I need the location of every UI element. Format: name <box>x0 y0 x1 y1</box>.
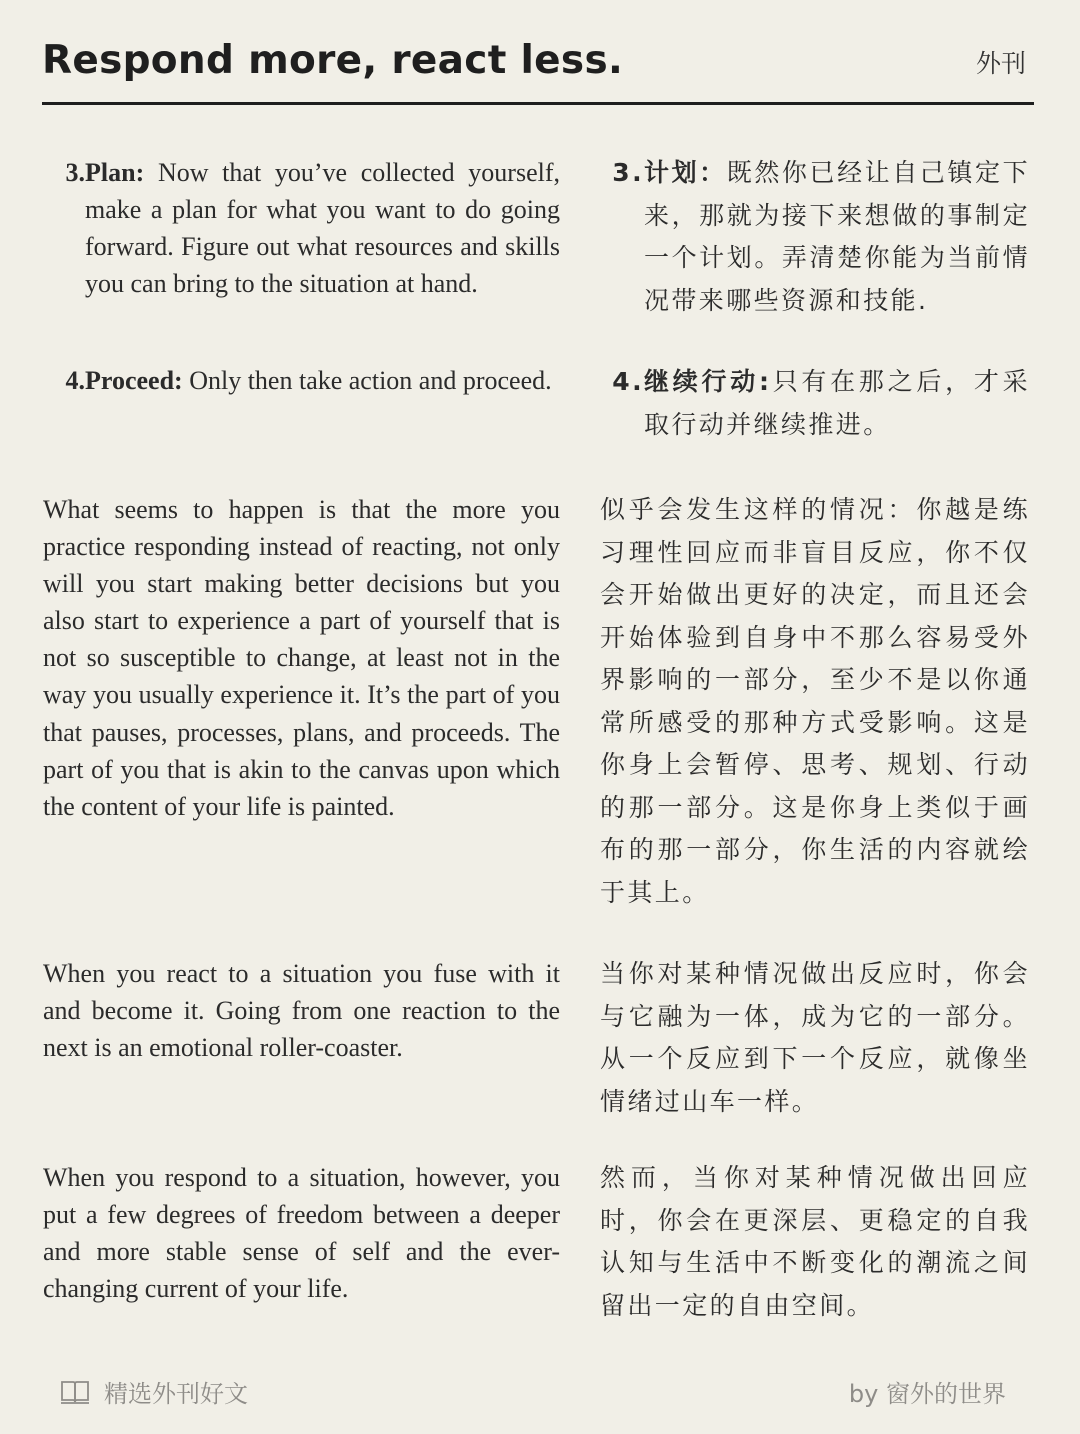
footer-left <box>60 1374 248 1409</box>
cn-item-text: 既然你已经让自己镇定下来，那就为接下来想做的事制定一个计划。弄清楚你能为当前情况带来哪些资源和技能. <box>644 158 1031 315</box>
en-list-item-4 <box>43 362 560 399</box>
page-header <box>42 30 1034 105</box>
en-paragraph-2: When you react to a situation you fuse with it and become it. Going from one reaction to the next is an emotional roller-coaster. <box>43 959 560 1063</box>
source-tag: 外刊 <box>975 49 1026 78</box>
cn-item-number: 3. <box>612 158 644 187</box>
en-item-lead: Proceed: <box>85 366 183 395</box>
footer-author: by 窗外的世界 <box>848 1380 1006 1408</box>
cn-list-item-3 <box>600 152 1030 322</box>
en-item-text: Now that you’ve collected yourself, make a plan for what you want to do going forward. Figure out what resources and skills you can bring to the situation at hand. <box>85 158 560 299</box>
cn-item-number: 4. <box>612 367 644 396</box>
cn-item-lead: 计划： <box>644 158 727 187</box>
open-book-icon <box>60 1379 90 1405</box>
en-paragraph-1: What seems to happen is that the more you practice responding instead of reacting, not only will you start making better decisions but you also start to experience a part of yourself that is not so susceptible to change, at least not in the way you usually experience it. It’s the part of you that pauses, processes, plans, and proceeds. The part of you that is akin to the canvas upon which the content of your life is painted. <box>43 495 560 821</box>
en-item-number: 4. <box>65 366 85 395</box>
en-paragraph-3: When you respond to a situation, however, you put a few degrees of freedom between a deeper and more stable sense of self and the ever-changing current of your life. <box>43 1163 560 1304</box>
cn-paragraph-3: 然而，当你对某种情况做出回应时，你会在更深层、更稳定的自我认知与生活中不断变化的潮流之间留出一定的自由空间。 <box>600 1163 1030 1320</box>
page-title: Respond more, react less. <box>42 38 624 83</box>
en-item-number: 3. <box>65 158 85 187</box>
cn-item-lead: 继续行动: <box>644 367 772 396</box>
en-item-text: Only then take action and proceed. <box>189 366 552 395</box>
en-item-lead: Plan: <box>85 158 145 187</box>
cn-item-text: 只有在那之后，才采取行动并继续推进。 <box>644 367 1030 439</box>
en-list-item-3 <box>43 154 560 302</box>
cn-paragraph-2: 当你对某种情况做出反应时，你会与它融为一体，成为它的一部分。从一个反应到下一个反应，就像坐情绪过山车一样。 <box>600 959 1030 1116</box>
cn-paragraph-1: 似乎会发生这样的情况：你越是练习理性回应而非盲目反应，你不仅会开始做出更好的决定，而且还会开始体验到自身中不那么容易受外界影响的一部分，至少不是以你通常所感受的那种方式受影响。这是你身上会暂停、思考、规划、行动的那一部分。这是你身上类似于画布的那一部分，你生活的内容就绘于其上。 <box>600 495 1030 907</box>
footer-left-label: 精选外刊好文 <box>104 1380 248 1408</box>
cn-list-item-4 <box>600 361 1030 446</box>
